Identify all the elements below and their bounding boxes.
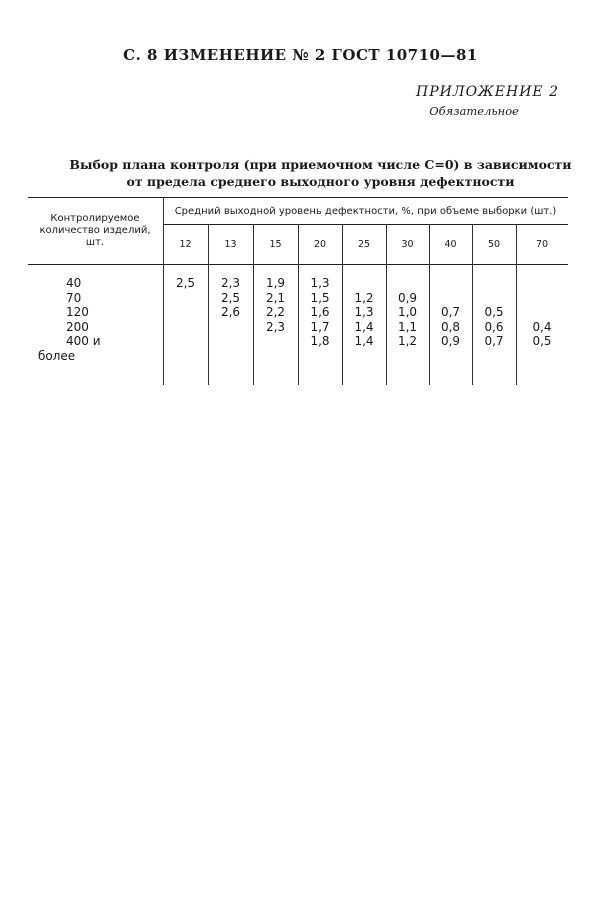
column-header: 12 [179,239,192,250]
column-divider [163,197,164,385]
table-sub-rule [163,224,568,225]
column-header: 25 [357,239,371,250]
column-header: 40 [444,239,457,250]
quantity-cell: 70 [66,290,82,305]
column-header: 13 [224,239,237,250]
quantity-cell: 400 и [66,334,101,348]
table-cell: 1,7 [310,319,330,334]
table-cell: 1,8 [310,334,330,348]
group-header: Средний выходной уровень дефектности, %, при объеме выборки (шт.) [174,206,557,217]
table-cell: 0,9 [397,290,418,305]
table-cell: 2,3 [220,276,241,290]
table-cell: 1,9 [265,276,286,290]
appendix-status: Обязательное [429,104,519,118]
column-divider [472,224,473,385]
table-cell: 1,2 [397,334,418,348]
page-header: С. 8 ИЗМЕНЕНИЕ № 2 ГОСТ 10710—81 [123,46,478,64]
table-cell: 1,4 [354,319,374,334]
column-header: 50 [487,239,501,250]
title-line-1: Выбор плана контроля (при приемочном числе C=0) в зависимости [69,157,572,172]
table-cell: 1,5 [310,290,330,305]
table-cell: 0,7 [484,334,504,348]
table-cell: 0,4 [532,319,552,334]
column-divider [298,224,299,385]
table-cell: 2,1 [265,290,286,305]
quantity-cell: 40 [66,276,82,290]
table-cell: 2,5 [175,276,196,290]
quantity-cell: 200 [66,319,89,334]
quantity-cell: более [38,348,76,363]
title-line-2: от предела среднего выходного уровня дефектности [126,174,515,189]
row-header: Контролируемое количество изделий, шт. [39,213,151,248]
table-cell: 1,4 [354,334,374,348]
column-header: 20 [313,239,327,250]
table-cell: 1,3 [310,276,330,290]
table-cell: 0,9 [440,334,461,348]
table-cell: 1,3 [354,305,374,319]
table-cell: 0,5 [484,305,504,319]
table-cell: 2,5 [220,290,241,305]
table-cell: 1,2 [354,290,374,305]
table-cell: 0,7 [440,305,461,319]
table-cell: 2,3 [265,319,286,334]
table-top-rule [28,197,568,198]
table-cell: 0,8 [440,319,461,334]
column-header: 15 [269,239,282,250]
table-cell: 1,6 [310,305,330,319]
table-cell: 2,2 [265,305,286,319]
table-cell: 0,5 [532,334,552,348]
column-divider [516,224,517,385]
column-divider [253,224,254,385]
table-cell: 1,1 [397,319,418,334]
appendix-label: ПРИЛОЖЕНИЕ 2 [416,84,559,100]
quantity-column [30,276,110,363]
quantity-cell: 120 [66,305,89,319]
table-cell: 1,0 [397,305,418,319]
table-cell: 2,6 [220,305,241,319]
column-header: 30 [401,239,414,250]
column-divider [342,224,343,385]
column-header: 70 [535,239,549,250]
table-cell: 0,6 [484,319,504,334]
table-title [0,156,601,190]
column-divider [208,224,209,385]
